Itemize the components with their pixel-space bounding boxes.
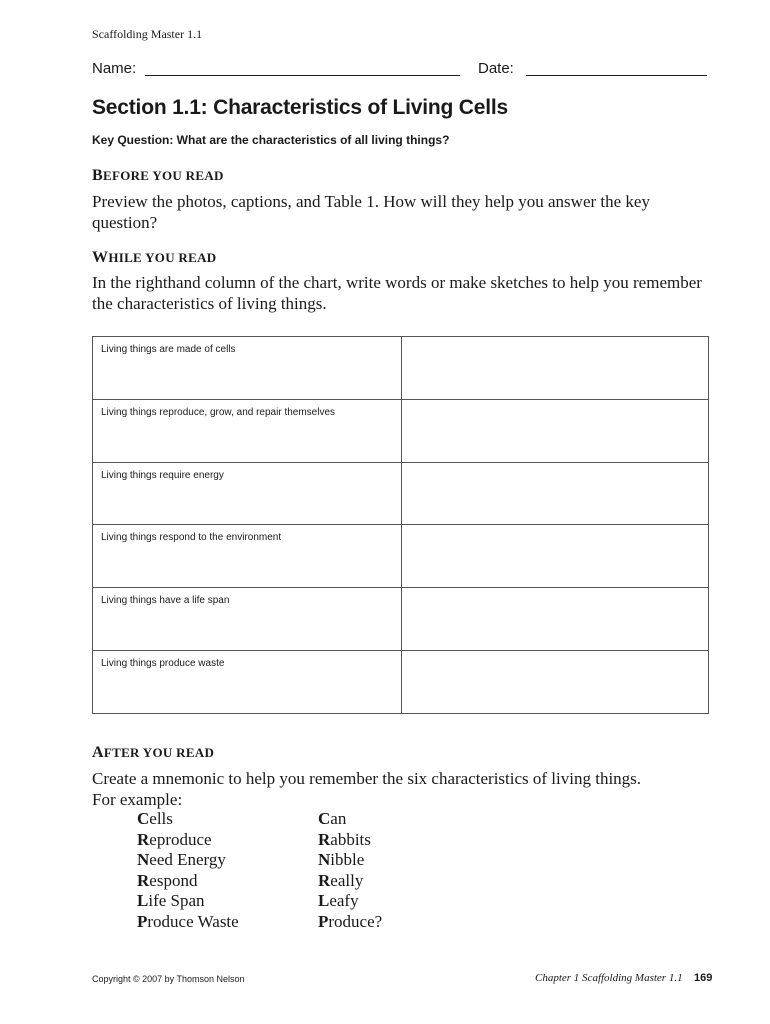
table-row <box>93 651 709 714</box>
table-row <box>93 588 709 651</box>
row-label: Living things reproduce, grow, and repair themselves <box>101 406 336 418</box>
key-question: Key Question: What are the characteristics of all living things? <box>92 133 450 147</box>
mnemonic-word: Cells <box>137 809 173 828</box>
answer-cell[interactable] <box>402 588 709 651</box>
table-row <box>93 399 709 462</box>
mnemonic-word: Life Span <box>137 891 205 911</box>
table-row <box>93 337 709 400</box>
answer-cell[interactable] <box>402 651 709 714</box>
footer-chapter: Chapter 1 Scaffolding Master 1.1 <box>535 972 683 984</box>
row-label: Living things produce waste <box>101 658 225 670</box>
page-number: 169 <box>694 972 713 984</box>
mnemonic-word: Respond <box>137 870 198 890</box>
name-label: Name: <box>92 60 137 77</box>
answer-cell[interactable] <box>402 525 709 588</box>
mnemonic-word: Produce? <box>318 911 383 931</box>
after-text-line2: For example: <box>92 790 183 809</box>
row-label: Living things are made of cells <box>101 344 236 355</box>
master-label: Scaffolding Master 1.1 <box>92 27 203 41</box>
mnemonic-word: Nibble <box>318 850 365 870</box>
row-label: Living things respond to the environment <box>101 532 282 544</box>
row-label: Living things require energy <box>101 469 224 481</box>
answer-cell[interactable] <box>402 462 709 525</box>
name-field[interactable] <box>145 75 460 76</box>
while-text: In the righthand column of the chart, write words or make sketches to help you remember the characteristics of living things. <box>92 273 702 313</box>
before-text: Preview the photos, captions, and Table 1. How will they help you answer the key question? <box>92 192 650 232</box>
mnemonic-word: Can <box>318 809 347 828</box>
mnemonic-word: Reproduce <box>137 829 212 849</box>
characteristics-chart <box>92 336 709 714</box>
table-row <box>93 525 709 588</box>
table-row <box>93 462 709 525</box>
date-field[interactable] <box>526 75 707 76</box>
mnemonic-word: Rabbits <box>318 829 371 849</box>
while-heading: WHILE YOU READ <box>92 249 217 266</box>
after-heading: AFTER YOU READ <box>92 744 215 761</box>
answer-cell[interactable] <box>402 337 709 400</box>
mnemonic-left-column <box>137 809 239 933</box>
mnemonic-right-column <box>318 809 382 933</box>
answer-cell[interactable] <box>402 399 709 462</box>
page-title: Section 1.1: Characteristics of Living Cells <box>92 96 508 119</box>
mnemonic-word: Need Energy <box>137 850 226 870</box>
before-heading: BEFORE YOU READ <box>92 167 224 184</box>
row-label: Living things have a life span <box>101 595 230 607</box>
mnemonic-word: Leafy <box>318 891 359 911</box>
mnemonic-word: Really <box>318 870 364 890</box>
after-text-line1: Create a mnemonic to help you remember the six characteristics of living things. <box>92 769 642 788</box>
date-label: Date: <box>478 60 514 77</box>
mnemonic-word: Produce Waste <box>137 911 239 931</box>
copyright: Copyright © 2007 by Thomson Nelson <box>92 974 245 984</box>
